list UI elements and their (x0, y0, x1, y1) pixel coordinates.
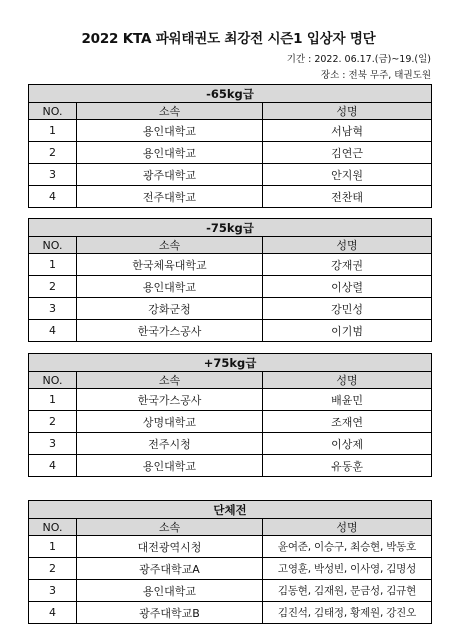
row-no: 1 (29, 536, 77, 558)
table-row (29, 298, 432, 320)
row-affiliation: 상명대학교 (77, 411, 263, 433)
row-affiliation: 강화군청 (77, 298, 263, 320)
row-affiliation: 용인대학교 (77, 120, 263, 142)
table-row (29, 433, 432, 455)
row-name: 이상제 (263, 433, 432, 455)
row-no: 3 (29, 433, 77, 455)
category-title: +75kg급 (29, 354, 432, 372)
category-title: -75kg급 (29, 219, 432, 237)
row-affiliation: 한국가스공사 (77, 389, 263, 411)
row-no: 1 (29, 120, 77, 142)
header-no: NO. (29, 103, 77, 120)
table-row (29, 411, 432, 433)
row-no: 2 (29, 276, 77, 298)
table-row (29, 254, 432, 276)
header-name: 성명 (263, 519, 432, 536)
category-title: 단체전 (29, 501, 432, 519)
results-table-plus75kg (28, 353, 432, 477)
row-no: 1 (29, 389, 77, 411)
header-affiliation: 소속 (77, 237, 263, 254)
row-name: 김진석, 김태정, 황제원, 강진오 (263, 602, 432, 624)
row-affiliation: 용인대학교 (77, 142, 263, 164)
event-date: 기간 : 2022. 06.17.(금)~19.(일) (286, 54, 431, 65)
row-affiliation: 용인대학교 (77, 455, 263, 477)
row-no: 4 (29, 602, 77, 624)
row-affiliation: 대전광역시청 (77, 536, 263, 558)
category-title: -65kg급 (29, 85, 432, 103)
table-row (29, 389, 432, 411)
row-name: 조재연 (263, 411, 432, 433)
table-row (29, 536, 432, 558)
row-no: 4 (29, 320, 77, 342)
header-affiliation: 소속 (77, 103, 263, 120)
header-name: 성명 (263, 372, 432, 389)
header-affiliation: 소속 (77, 519, 263, 536)
row-name: 배윤민 (263, 389, 432, 411)
header-no: NO. (29, 237, 77, 254)
row-name: 안지원 (263, 164, 432, 186)
table-row (29, 580, 432, 602)
row-name: 전찬태 (263, 186, 432, 208)
results-table-75kg (28, 218, 432, 342)
row-name: 고영훈, 박성빈, 이사영, 김명성 (263, 558, 432, 580)
row-no: 4 (29, 186, 77, 208)
results-table-65kg (28, 84, 432, 208)
row-affiliation: 광주대학교A (77, 558, 263, 580)
row-no: 3 (29, 580, 77, 602)
row-no: 4 (29, 455, 77, 477)
row-no: 1 (29, 254, 77, 276)
row-name: 유동훈 (263, 455, 432, 477)
row-name: 강재권 (263, 254, 432, 276)
event-place: 장소 : 전북 무주, 태권도원 (320, 70, 431, 81)
row-no: 2 (29, 411, 77, 433)
row-affiliation: 한국가스공사 (77, 320, 263, 342)
row-affiliation: 한국체육대학교 (77, 254, 263, 276)
row-no: 3 (29, 164, 77, 186)
row-no: 2 (29, 142, 77, 164)
row-affiliation: 용인대학교 (77, 580, 263, 602)
table-row (29, 164, 432, 186)
table-row (29, 276, 432, 298)
header-no: NO. (29, 372, 77, 389)
header-no: NO. (29, 519, 77, 536)
table-row (29, 120, 432, 142)
header-name: 성명 (263, 237, 432, 254)
row-name: 강민성 (263, 298, 432, 320)
header-name: 성명 (263, 103, 432, 120)
row-affiliation: 광주대학교 (77, 164, 263, 186)
row-no: 3 (29, 298, 77, 320)
row-affiliation: 용인대학교 (77, 276, 263, 298)
row-no: 2 (29, 558, 77, 580)
row-affiliation: 광주대학교B (77, 602, 263, 624)
row-name: 이기범 (263, 320, 432, 342)
row-name: 김연근 (263, 142, 432, 164)
table-row (29, 142, 432, 164)
row-name: 이상렬 (263, 276, 432, 298)
row-name: 김동현, 김재원, 문금성, 김규현 (263, 580, 432, 602)
table-row (29, 602, 432, 624)
header-affiliation: 소속 (77, 372, 263, 389)
table-row (29, 455, 432, 477)
row-name: 서남혁 (263, 120, 432, 142)
table-row (29, 320, 432, 342)
results-table-team (28, 500, 432, 624)
table-row (29, 186, 432, 208)
table-row (29, 558, 432, 580)
row-name: 윤여준, 이승구, 최승현, 박동호 (263, 536, 432, 558)
row-affiliation: 전주시청 (77, 433, 263, 455)
page-title: 2022 KTA 파워태권도 최강전 시즌1 입상자 명단 (81, 31, 376, 47)
row-affiliation: 전주대학교 (77, 186, 263, 208)
